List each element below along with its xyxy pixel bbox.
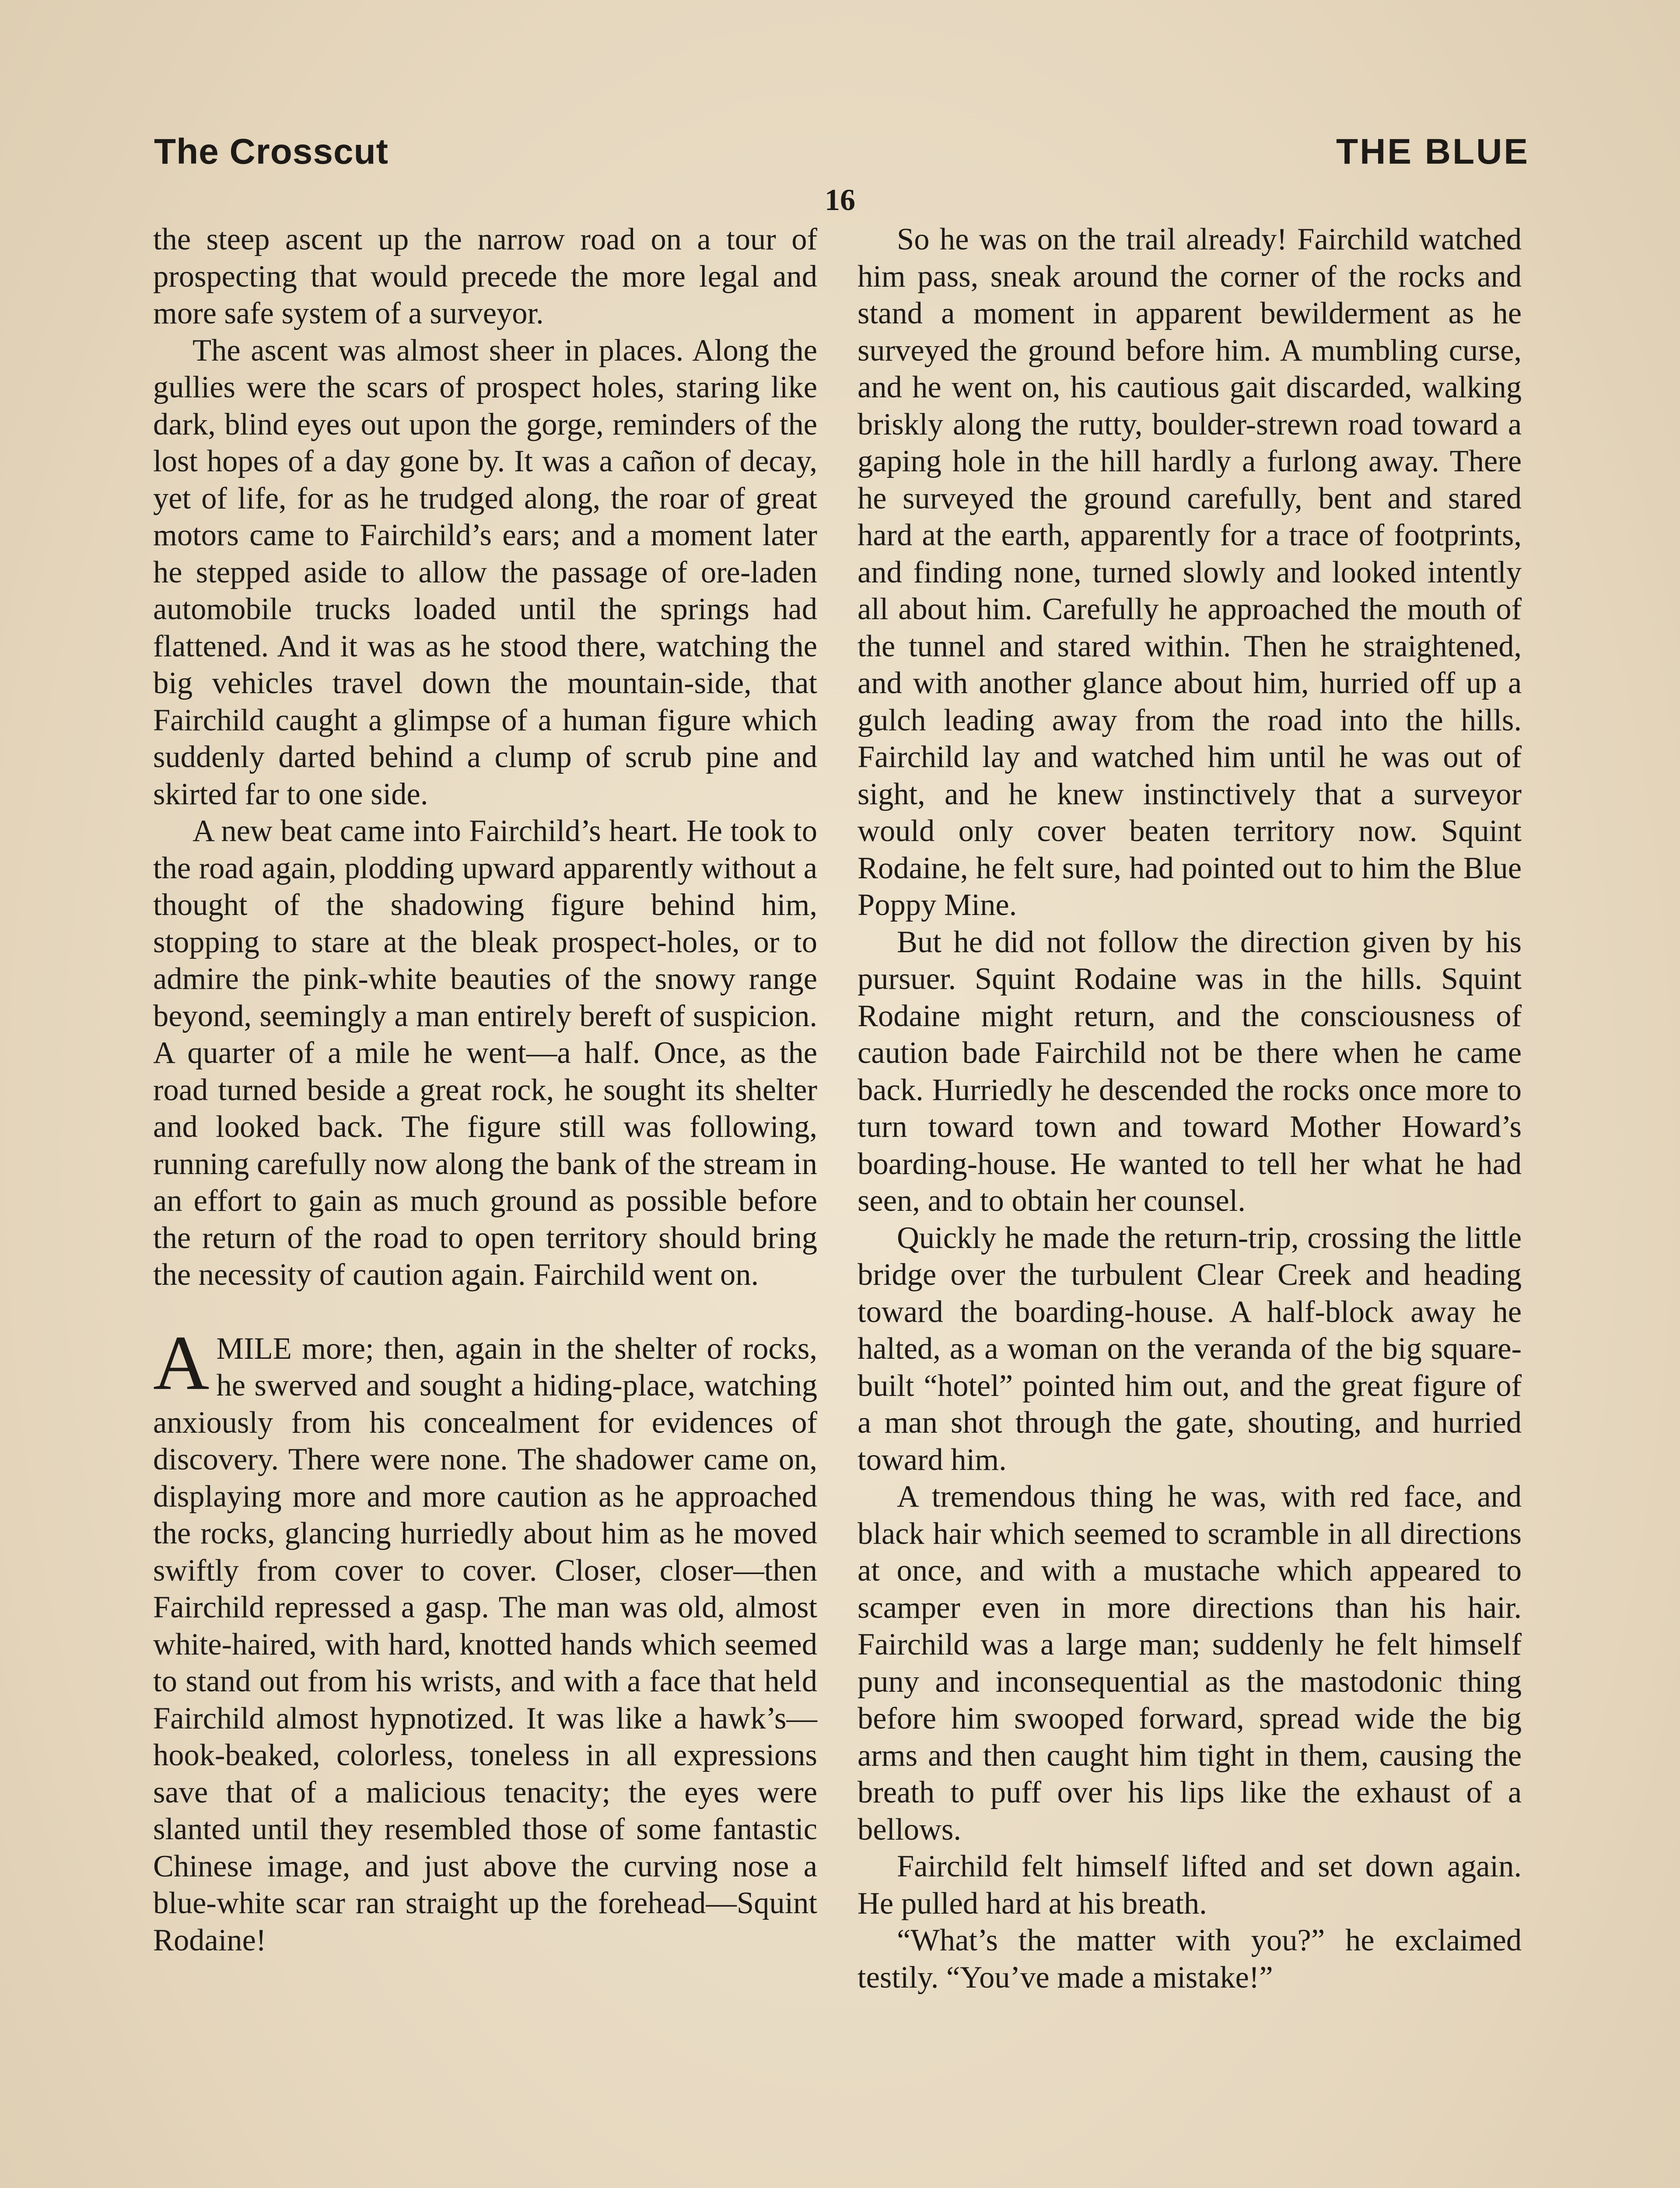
paragraph: So he was on the trail already! Fairchild watched him pass, sneak around the corner of the rocks and stand a moment in apparent bewilderment as he surveyed the ground before him. A mumbling curse, and he went on, his cautious gait discarded, walking briskly along the rutty, boulder-strewn road toward a gaping hole in the hill hardly a furlong away. There he surveyed the ground carefully, bent and stared hard at the earth, apparently for a trace of footprints, and finding none, turned slowly and looked intently all about him. Carefully he approached the mouth of the tunnel and stared within. Then he straightened, and with another glance about him, hurried off up a gulch leading away from the road into the hills. Fairchild lay and watched him until he was out of sight, and he knew instinctively that a surveyor would only cover beaten territory now. Squint Rodaine, he felt sure, had pointed out to him the Blue Poppy Mine. <box>858 222 1522 922</box>
running-title-left: The Crosscut <box>154 132 388 172</box>
paragraph: the steep ascent up the narrow road on a tour of prospecting that would precede the more legal and more safe system of a surveyor. <box>153 222 817 330</box>
paragraph: “What’s the matter with you?” he exclaimed testily. “You’ve made a mistake!” <box>858 1923 1522 1995</box>
drop-cap: A <box>153 1319 210 1406</box>
paragraph: A tremendous thing he was, with red face, and black hair which seemed to scramble in all directions at once, and with a mustache which appeared to scamper even in more directions than his hair. Fairchild was a large man; suddenly he felt himself puny and inconsequential as the mastodonic thing before him swooped forward, spread wide the big arms and then caught him tight in them, causing the breath to puff over his lips like the exhaust of a bellows. <box>858 1480 1522 1847</box>
left-text-column <box>153 221 817 1959</box>
paragraph: Fairchild felt himself lifted and set down again. He pulled hard at his breath. <box>858 1849 1522 1921</box>
section-start-paragraph <box>153 1319 817 1959</box>
page-number: 16 <box>825 183 855 217</box>
paragraph: The ascent was almost sheer in places. Along the gullies were the scars of prospect holes, staring like dark, blind eyes out upon the gorge, reminders of the lost hopes of a day gone by. It was a cañon of decay, yet of life, for as he trudged along, the roar of great motors came to Fairchild’s ears; and a moment later he stepped aside to allow the passage of ore-laden automobile trucks loaded until the springs had flattened. And it was as he stood there, watching the big vehicles travel down the mountain-side, that Fairchild caught a glimpse of a human figure which suddenly darted behind a clump of scrub pine and skirted far to one side. <box>153 333 817 811</box>
paragraph: Quickly he made the return-trip, crossing the little bridge over the turbulent Clear Creek and heading toward the boarding-house. A half-block away he halted, as a woman on the veranda of the big square-built “hotel” pointed him out, and the great figure of a man shot through the gate, shouting, and hurried toward him. <box>858 1220 1522 1477</box>
right-text-column <box>858 221 1522 1996</box>
paragraph-text: MILE more; then, again in the shelter of rocks, he swerved and sought a hiding-place, watching anxiously from his concealment for evidences of discovery. There were none. The shadower came on, displaying more and more caution as he approached the rocks, glancing hurriedly about him as he moved swiftly from cover to cover. Closer, closer—then Fairchild repressed a gasp. The man was old, almost white-haired, with hard, knotted hands which seemed to stand out from his wrists, and with a face that held Fairchild almost hypnotized. It was like a hawk’s—hook-beaked, colorless, toneless in all expressions save that of a malicious tenacity; the eyes were slanted until they resembled those of some fantastic Chinese image, and just above the curving nose a blue-white scar ran straight up the forehead—Squint Rodaine! <box>153 1331 817 1957</box>
running-title-right: THE BLUE <box>1336 132 1530 172</box>
paragraph: A new beat came into Fairchild’s heart. He took to the road again, plodding upward apparently without a thought of the shadowing figure behind him, stopping to stare at the bleak prospect-holes, or to admire the pink-white beauties of the snowy range beyond, seemingly a man entirely bereft of suspicion. A quarter of a mile he went—a half. Once, as the road turned beside a great rock, he sought its shelter and looked back. The figure still was following, running carefully now along the bank of the stream in an effort to gain as much ground as possible before the return of the road to open territory should bring the necessity of caution again. Fairchild went on. <box>153 814 817 1292</box>
paragraph: But he did not follow the direction given by his pursuer. Squint Rodaine was in the hills. Squint Rodaine might return, and the consciousness of caution bade Fairchild not be there when he came back. Hurriedly he descended the rocks once more to turn toward town and toward Mother Howard’s boarding-house. He wanted to tell her what he had seen, and to obtain her counsel. <box>858 925 1522 1218</box>
